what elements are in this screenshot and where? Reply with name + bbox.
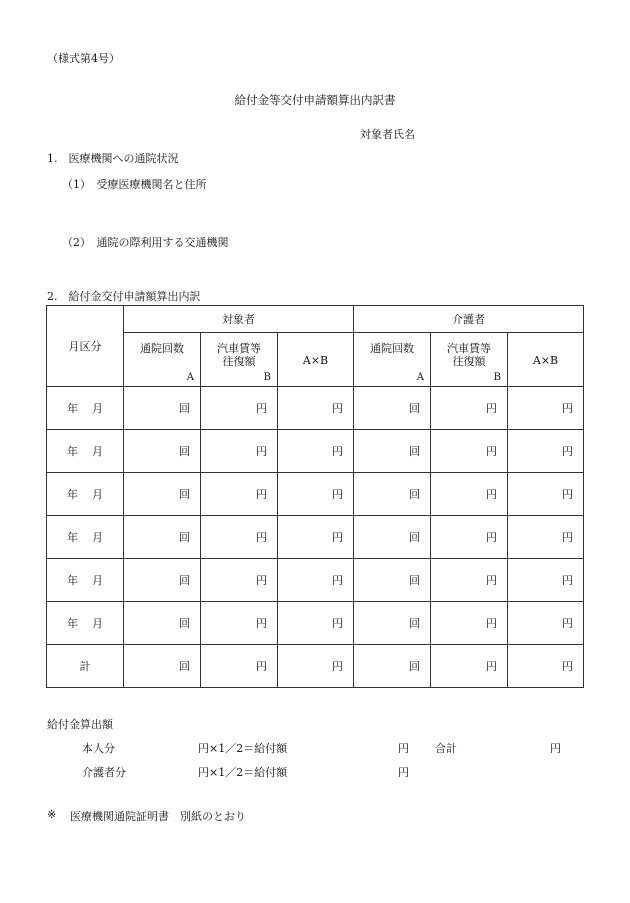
yen-unit-cell: 円 [508,473,584,516]
yen-unit-cell: 円 [431,516,508,559]
period-month-label: 月 [92,402,103,415]
visits-unit-cell: 回 [124,516,201,559]
subject-fare-header [201,333,278,387]
yen-unit-cell: 円 [278,559,354,602]
visits-unit-cell: 回 [124,430,201,473]
period-cell [47,387,124,430]
caregiver-product-header [508,333,584,387]
visits-unit-cell: 回 [354,602,431,645]
visits-unit-cell: 回 [354,516,431,559]
total-label: 合計 [435,742,457,755]
table-body [47,387,584,688]
table-header-group-row [47,306,584,333]
period-month-label: 月 [92,445,103,458]
fare-header-line1: 汽車賃等 [217,342,261,355]
self-amount-formula: 円×1／2＝給付額 [198,742,288,755]
product-header-label: A×B [302,354,329,367]
period-month-label: 月 [92,574,103,587]
yen-unit-cell: 円 [508,430,584,473]
form-number: （様式第4号） [47,52,120,65]
yen-unit-cell: 円 [278,473,354,516]
total-yen: 円 [550,742,561,755]
table-row [47,516,584,559]
caregiver-amount-formula: 円×1／2＝給付額 [198,766,288,779]
visits-unit-cell: 回 [354,473,431,516]
yen-unit-cell: 円 [508,516,584,559]
period-cell [47,473,124,516]
period-month-label: 月 [92,617,103,630]
section2-heading: 2. 給付金交付申請額算出内訳 [47,290,201,303]
caregiver-visits-header [354,333,431,387]
period-month-label: 月 [92,531,103,544]
table-row [47,559,584,602]
period-year-label: 年 [67,531,78,544]
period-year-label: 年 [67,574,78,587]
yen-unit-cell: 円 [201,516,278,559]
yen-unit-cell: 円 [201,559,278,602]
document-title: 給付金等交付申請額算出内訳書 [234,93,396,107]
yen-unit-cell: 円 [508,387,584,430]
caregiver-fare-header [431,333,508,387]
period-year-label: 年 [67,445,78,458]
yen-unit-cell: 円 [431,473,508,516]
yen-unit-cell: 円 [431,430,508,473]
section1-item-institution: （1） 受療医療機関名と住所 [62,178,207,191]
period-cell [47,559,124,602]
yen-unit-cell: 円 [278,430,354,473]
period-cell [47,516,124,559]
yen-unit-cell: 円 [201,387,278,430]
period-year-label: 年 [67,402,78,415]
visits-header-symbol: A [186,372,194,383]
yen-unit-cell: 円 [431,387,508,430]
fare-header-symbol: B [493,372,502,383]
section1-heading: 1. 医療機関への通院状況 [47,152,179,165]
yen-unit-cell: 円 [508,559,584,602]
table-row [47,473,584,516]
total-label-cell: 計 [47,645,124,688]
yen-unit-cell: 円 [278,516,354,559]
product-header-label: A×B [532,354,559,367]
visits-header-symbol: A [416,372,425,383]
period-year-label: 年 [67,617,78,630]
fare-header-line2: 往復額 [222,355,256,368]
visits-unit-cell: 回 [354,387,431,430]
table-total-row [47,645,584,688]
table-row [47,430,584,473]
period-year-label: 年 [67,488,78,501]
visits-header-label: 通院回数 [370,342,415,355]
fare-header-symbol: B [263,372,271,383]
calc-heading: 給付金算出額 [47,718,113,731]
visits-unit-cell: 回 [124,645,201,688]
caregiver-amount-label: 介護者分 [82,766,126,779]
yen-unit-cell: 円 [431,559,508,602]
table-row [47,387,584,430]
period-cell [47,602,124,645]
self-amount-yen: 円 [398,742,409,755]
yen-unit-cell: 円 [201,473,278,516]
yen-unit-cell: 円 [431,645,508,688]
subject-product-header [278,333,354,387]
visits-unit-cell: 回 [124,473,201,516]
caregiver-amount-yen: 円 [398,766,409,779]
group-header-caregiver: 介護者 [354,306,584,333]
table-row [47,602,584,645]
yen-unit-cell: 円 [278,602,354,645]
yen-unit-cell: 円 [201,645,278,688]
yen-unit-cell: 円 [201,602,278,645]
fare-header-line1: 汽車賃等 [447,342,492,355]
section1-item-transport: （2） 通院の際利用する交通機関 [62,236,229,249]
table-header-column-row [47,333,584,387]
group-header-subject: 対象者 [124,306,354,333]
visits-unit-cell: 回 [124,559,201,602]
self-amount-label: 本人分 [82,742,115,755]
visits-unit-cell: 回 [354,430,431,473]
month-header: 月区分 [47,306,124,387]
yen-unit-cell: 円 [508,602,584,645]
subject-visits-header [124,333,201,387]
visits-header-label: 通院回数 [140,342,184,355]
yen-unit-cell: 円 [508,645,584,688]
visits-unit-cell: 回 [124,602,201,645]
fare-header-line2: 往復額 [452,355,486,368]
period-cell [47,430,124,473]
subject-name-label: 対象者氏名 [360,128,415,141]
visits-unit-cell: 回 [354,645,431,688]
period-month-label: 月 [92,488,103,501]
visits-unit-cell: 回 [124,387,201,430]
calculation-table [46,305,584,688]
note-text: 医療機関通院証明書 別紙のとおり [70,810,246,823]
yen-unit-cell: 円 [278,387,354,430]
yen-unit-cell: 円 [431,602,508,645]
yen-unit-cell: 円 [278,645,354,688]
yen-unit-cell: 円 [201,430,278,473]
visits-unit-cell: 回 [354,559,431,602]
note-mark: ※ [47,808,57,821]
